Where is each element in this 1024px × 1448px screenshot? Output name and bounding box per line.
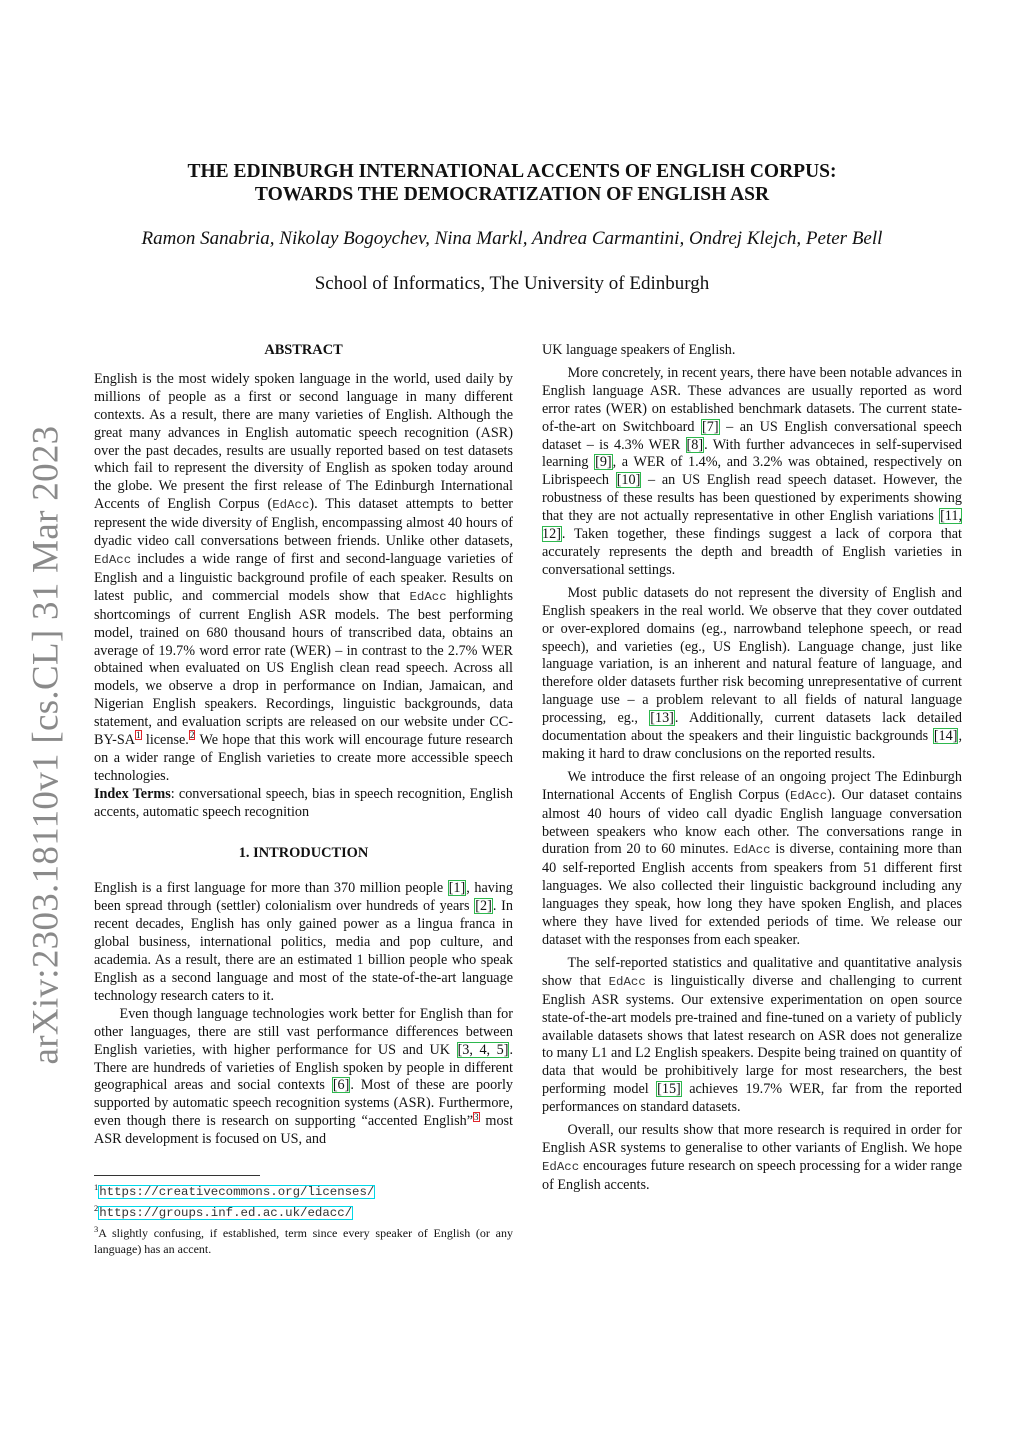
website-link[interactable]: https://groups.inf.ed.ac.uk/edacc/: [99, 1206, 353, 1220]
arxiv-stamp: arXiv:2303.18110v1 [cs.CL] 31 Mar 2023: [25, 425, 67, 1065]
footnote-ref-2[interactable]: 2: [189, 730, 195, 741]
citation-link[interactable]: [14]: [933, 728, 958, 745]
dataset-name: EdAcc: [94, 552, 132, 567]
citation-link[interactable]: [9]: [595, 454, 612, 471]
intro-paragraph-4: Most public datasets do not represent the diversity of English and English speakers in the real world. We observe that they cover outdated or over-explored domains (eg., narrowband telephone speech, or read speech), and varieties (eg., US English). Language change, just like language variation, is an inherent and natural feature of language, and therefore older datasets further risk becoming unrepresentative of current language use – a problem relevant to all fields of natural language processing, eg., [13]. Additionally, current datasets lack detailed documentation about the speakers and their linguistic backgrounds [14], making it hard to draw conclusions on the reported results.: [542, 584, 962, 762]
license-link[interactable]: https://creativecommons.org/licenses/: [99, 1185, 375, 1199]
citation-link[interactable]: [15]: [657, 1081, 681, 1098]
dataset-name: EdAcc: [542, 1159, 580, 1174]
dataset-name: EdAcc: [733, 843, 771, 858]
dataset-name: EdAcc: [409, 589, 447, 604]
dataset-name: EdAcc: [608, 974, 646, 989]
paper-title: [0, 160, 1024, 206]
intro-paragraph-2: Even though language technologies work better for English than for other languages, there are still vast performance differences between English varieties, with higher performance for US and UK [3, 4, 5]. There are hundreds of varieties of English spoken by people in different geographical areas and social contexts [6]. Most of these are poorly supported by automatic speech recognition systems (ASR). Furthermore, even though there is research on supporting “accented English”$^3$ most ASR development is focused on US, and: [94, 1005, 514, 1148]
citation-link[interactable]: [6]: [332, 1077, 350, 1094]
dataset-name: EdAcc: [272, 498, 310, 513]
intro-paragraph-3: More concretely, in recent years, there have been notable advances in English language ASR. These advances are usually reported as word error rates (WER) on established benchmark datasets. The current state-of-the-art on Switchboard [7] – an US English conversational speech dataset – is 4.3% WER [8]. With further advanceces in self-supervised learning [9], a WER of 1.4%, and 3.2% was obtained, respectively on Librispeech [10] – an US English read speech dataset. However, the robustness of these results has been questioned by experiments showing that they are not actually representative in other English variations [11, 12]. Taken together, these findings suggest a lack of corpora that accurately represents the depth and breadth of English varieties in conversational settings.: [542, 364, 963, 578]
title-line-1: THE EDINBURGH INTERNATIONAL ACCENTS OF ENGLISH CORPUS:: [187, 161, 837, 182]
intro-paragraph-1: English is a first language for more than 370 million people [1], having been spread through (settler) colonialism over hundreds of years [2]. In recent decades, English has only gained power as a lingua franca in global business, international politics, media and pop culture, and academia. As a result, there are an estimated 1 billion people who speak English as a second language and most of the state-of-the-art language technology research caters to it.: [94, 880, 513, 1004]
citation-link[interactable]: [1]: [448, 880, 466, 897]
footnote-ref-1[interactable]: 1: [136, 730, 141, 741]
affiliation: School of Informatics, The University of Edinburgh: [314, 273, 710, 294]
citation-link[interactable]: [8]: [686, 436, 704, 453]
citation-link[interactable]: [10]: [616, 472, 641, 489]
title-line-2: TOWARDS THE DEMOCRATIZATION OF ENGLISH ASR: [254, 184, 770, 205]
citation-link[interactable]: [3, 4, 5]: [457, 1041, 509, 1058]
right-column: [542, 342, 962, 1195]
abstract-heading: ABSTRACT: [264, 342, 343, 358]
dataset-name: EdAcc: [789, 788, 828, 803]
citation-link[interactable]: [2]: [475, 898, 492, 915]
author-list: Ramon Sanabria, Nikolay Bogoychev, Nina Markl, Andrea Carmantini, Ondrej Klejch, Peter Bell: [141, 228, 883, 249]
abstract-text: English is the most widely spoken language in the world, used daily by millions of people as a first or second language in many different contexts. As a result, there are many varieties of English. Although the great many advances in English automatic speech recognition (ASR) over the past decades, results are usually reported based on test datasets which fail to represent the diversity of English as spoken today around the globe. We present the first release of The Edinburgh International Accents of English Corpus (EdAcc). This dataset attempts to better represent the wide diversity of English, encompassing almost 40 hours of dyadic video call conversations between friends. Unlike other datasets, EdAcc includes a wide range of first and second-language varieties of English and a linguistic background profile of each speaker. Results on latest public, and commercial models show that EdAcc highlights shortcomings of current English ASR models. The best performing model, trained on 680 thousand hours of transcribed data, obtains an average of 19.7% word error rate (WER) – in contrast to the 2.7% WER obtained when evaluated on US English clean read speech. Across all models, we observe a drop in performance on Indian, Jamaican, and Nigerian English speakers. Recordings, linguistic backgrounds, data statement, and evaluation scripts are released on our website under CC-BY-SA$^1$ license.$^2$ We hope that this work will encourage future research on a wider range of English varieties to create more accessible speech technologies.: [94, 370, 514, 784]
footnote-2: $^2$https://groups.inf.ed.ac.uk/edacc/: [94, 1203, 353, 1220]
intro-paragraph-2-continued: UK language speakers of English.: [542, 342, 736, 358]
footnote-1: $^1$https://creativecommons.org/licenses/: [94, 1182, 375, 1199]
index-terms: Index Terms: conversational speech, bias in speech recognition, English accents, automatic speech recognition: [94, 785, 514, 820]
footnotes: [94, 1175, 513, 1257]
citation-link[interactable]: [13]: [650, 710, 674, 727]
left-column: [94, 342, 513, 1149]
citation-link[interactable]: [7]: [702, 418, 719, 435]
footnote-rule: [94, 1175, 260, 1176]
intro-paragraph-5: We introduce the first release of an ongoing project The Edinburgh International Accents of English Corpus (EdAcc). Our dataset contains almost 40 hours of video call dyadic English language conversation between speakers who know each other. The conversations range in duration from 20 to 60 minutes. EdAcc is diverse, containing more than 40 self-reported English accents from speakers from 51 different first languages. We also collected their linguistic background including any languages they speak, how long they have spoken English, and places where they have lived for extended periods of time. We release our dataset with the responses from each speaker.: [542, 768, 962, 948]
introduction-heading: 1. INTRODUCTION: [238, 844, 369, 861]
citation-link[interactable]: [11, 12]: [542, 508, 962, 543]
footnote-ref-3[interactable]: 3: [474, 1111, 479, 1122]
footnote-3: $^3$A slightly confusing, if established, term since every speaker of English (or any language) has an accent.: [94, 1224, 513, 1256]
index-terms-label: Index Terms: [94, 785, 171, 802]
intro-paragraph-7: Overall, our results show that more research is required in order for English ASR systems to generalise to other variants of English. We hope EdAcc encourages future research on speech processing for a wider range of English accents.: [542, 1122, 962, 1193]
intro-paragraph-6: The self-reported statistics and qualitative and quantitative analysis show that EdAcc is linguistically diverse and challenging to current English ASR systems. Our extensive experimentation on open source state-of-the-art models pre-trained and fine-tuned on a variety of publicly available datasets shows that latest research on ASR does not generalize to many L1 and L2 English speakers. Despite being trained on quantity of data that would be prohibitively large for most researchers, the best performing model [15] achieves 19.7% WER, far from the reported performances on standard datasets.: [542, 954, 962, 1116]
